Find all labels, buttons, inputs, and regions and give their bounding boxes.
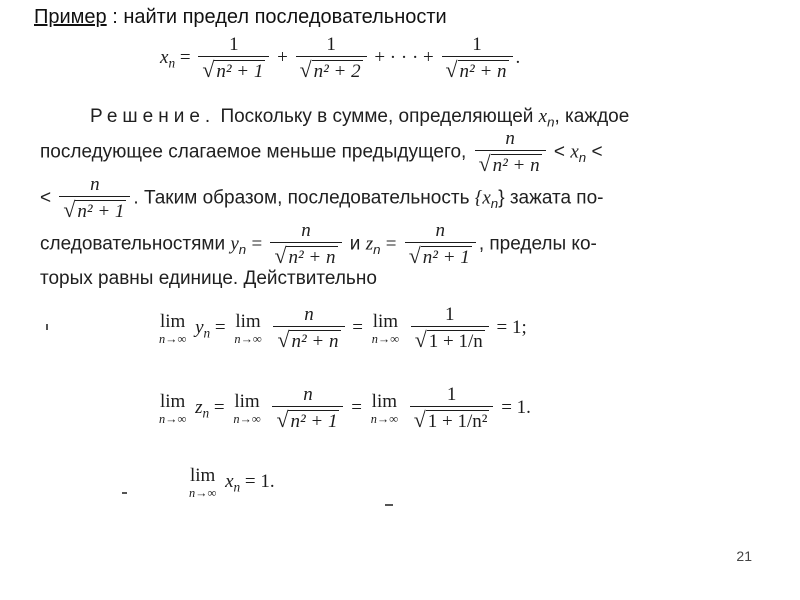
lim-frac-simplified: $\frac{1}{\text{√ 1 + 1/n²}}$	[410, 384, 494, 433]
lt-sign: <	[591, 141, 603, 163]
x-symbol: x	[225, 471, 234, 493]
lim-operator	[233, 392, 260, 425]
z-sub: n	[202, 405, 210, 421]
y-symbol: y	[195, 316, 204, 338]
frac-den: n² + n	[459, 61, 507, 82]
limit-z-equation: lim n→∞ $z_n$ = lim n→∞ $\frac{n}{\text{√ n² + 1}}$ = lim n→∞ $\frac{1}{\text{√ 1 + 1/n²}}$ = 1.	[159, 384, 531, 432]
frac-num: 1	[472, 34, 482, 55]
lim-under: n→∞	[371, 331, 400, 346]
x-symbol: x	[538, 106, 548, 127]
lim-frac: $\frac{n}{\text{√ n² + 1}}$	[272, 384, 343, 433]
formula-period: .	[515, 46, 521, 68]
solution-line5-text: торых равны единице. Действительно	[40, 268, 377, 289]
solution-line-5	[40, 268, 377, 290]
z-sub: n	[373, 242, 381, 258]
title-keyword: Пример	[34, 6, 107, 28]
lt-sign: <	[553, 141, 566, 163]
formula-frac-3: $\frac{1}{\text{√ n² + n}}$	[442, 34, 513, 83]
result: = 1;	[496, 316, 527, 338]
frac-num: n	[301, 220, 311, 241]
lim-word: lim	[371, 390, 398, 412]
lim-word: lim	[159, 390, 186, 412]
result: = 1.	[501, 396, 531, 418]
frac-den: n² + 1	[77, 201, 125, 222]
frac-num: 1	[445, 304, 455, 325]
lim-operator	[159, 392, 186, 425]
frac-den: n² + n	[288, 247, 336, 268]
frac-num: 1	[446, 384, 457, 405]
x-sub: n	[578, 150, 587, 166]
x-symbol: x	[570, 141, 579, 163]
frac-den: n² + 2	[313, 61, 361, 82]
solution-line4-end: , пределы ко-	[478, 233, 597, 255]
formula-lhs: x	[160, 46, 169, 68]
frac-num: 1	[229, 34, 239, 55]
seq-braces: {x	[474, 187, 491, 209]
frac-den: 1 + 1/n²	[427, 411, 488, 432]
lim-operator	[189, 466, 216, 499]
frac-den: n² + 1	[422, 247, 470, 268]
lt-sign: <	[40, 187, 52, 209]
lim-under: n→∞	[370, 411, 399, 426]
y-sub: n	[203, 325, 211, 341]
x-sub: n	[547, 114, 555, 130]
limit-x-equation	[185, 466, 275, 499]
z-symbol: z	[365, 233, 374, 255]
limit-y-equation: lim n→∞ $y_n$ = lim n→∞ $\frac{n}{\text{√ n² + n}}$ = lim n→∞ $\frac{1}{√ 1 + 1/n}$ = 1;	[159, 304, 527, 352]
scan-speck	[385, 504, 393, 506]
lim-under: n→∞	[234, 331, 262, 346]
bound-frac-upper: $\frac{n}{\text{√ n² + n}}$	[475, 128, 546, 177]
solution-line1-end: , каждое	[554, 106, 630, 127]
lim-operator	[372, 312, 399, 345]
lim-frac-simplified: $\frac{1}{√ 1 + 1/n}$	[411, 304, 489, 353]
lim-operator	[371, 392, 398, 425]
lim-operator	[234, 312, 261, 345]
lim-word: lim	[235, 310, 261, 332]
formula-eq: =	[179, 46, 191, 68]
lim-word: lim	[189, 465, 216, 486]
solution-line1-text: Поскольку в сумме, определяющей	[220, 106, 534, 127]
frac-den: 1 + 1/n	[428, 331, 483, 352]
scan-speck	[46, 324, 48, 330]
solution-label: Решение.	[90, 106, 216, 127]
formula-frac-2: $\frac{1}{\text{√ n² + 2}}$	[296, 34, 367, 83]
title-rest: : найти предел последовательности	[106, 6, 447, 28]
scan-speck	[122, 492, 127, 494]
z-frac: $\frac{n}{\text{√ n² + 1}}$	[405, 220, 476, 269]
x-sub: n	[233, 479, 241, 495]
lim-under: n→∞	[159, 411, 187, 426]
frac-num: n	[505, 128, 515, 149]
solution-line3-end: зажата по-	[509, 187, 604, 209]
solution-line-3	[40, 174, 603, 223]
frac-den: n² + 1	[216, 61, 264, 82]
frac-num: n	[304, 304, 314, 325]
frac-den: n² + n	[492, 155, 540, 176]
lim-word: lim	[159, 310, 186, 332]
slide-title	[34, 6, 447, 29]
solution-line-1	[90, 106, 629, 130]
solution-line3-text: . Таким образом, последовательность	[133, 187, 470, 209]
page-number: 21	[736, 548, 752, 564]
y-sub: n	[238, 242, 247, 258]
solution-line4-text: следовательностями	[40, 233, 226, 255]
lim-word: lim	[372, 310, 399, 332]
formula-dots: + · · · +	[374, 46, 434, 68]
lim-frac: $\frac{n}{\text{√ n² + n}}$	[273, 304, 344, 353]
formula-main	[160, 34, 520, 83]
y-frac: $\frac{n}{\text{√ n² + n}}$	[270, 220, 341, 269]
frac-num: n	[90, 174, 100, 195]
formula-plus: +	[277, 46, 288, 68]
lim-under: n→∞	[159, 331, 187, 346]
lim-word: lim	[234, 390, 260, 412]
scanned-page	[40, 34, 690, 514]
solution-line-2	[40, 128, 603, 177]
result: = 1.	[244, 471, 275, 493]
lim-operator	[159, 312, 186, 345]
frac-num: n	[435, 220, 446, 241]
brace-close: }	[498, 187, 505, 209]
solution-line-4: следовательностями $y_n$ = $\frac{n}{\text{√ n² + n}}$ и $z_n$ = $\frac{n}{\text{√ n² + 1}}$ , пределы ко-	[40, 220, 597, 268]
z-symbol: z	[195, 396, 203, 418]
frac-den: n² + n	[291, 331, 339, 352]
frac-num: 1	[326, 34, 336, 55]
frac-num: n	[303, 384, 313, 405]
x-sub: n	[490, 196, 499, 212]
frac-den: n² + 1	[290, 411, 338, 432]
and-word: и	[349, 233, 361, 255]
formula-frac-1: $\frac{1}{\text{√ n² + 1}}$	[198, 34, 269, 83]
formula-lhs-sub: n	[168, 55, 176, 71]
lim-under: n→∞	[233, 411, 261, 426]
y-symbol: y	[230, 233, 239, 255]
bound-frac-lower: $\frac{n}{\text{√ n² + 1}}$	[59, 174, 130, 223]
solution-line2-text: последующее слагаемое меньше предыдущего,	[40, 141, 467, 163]
lim-under: n→∞	[189, 486, 217, 500]
